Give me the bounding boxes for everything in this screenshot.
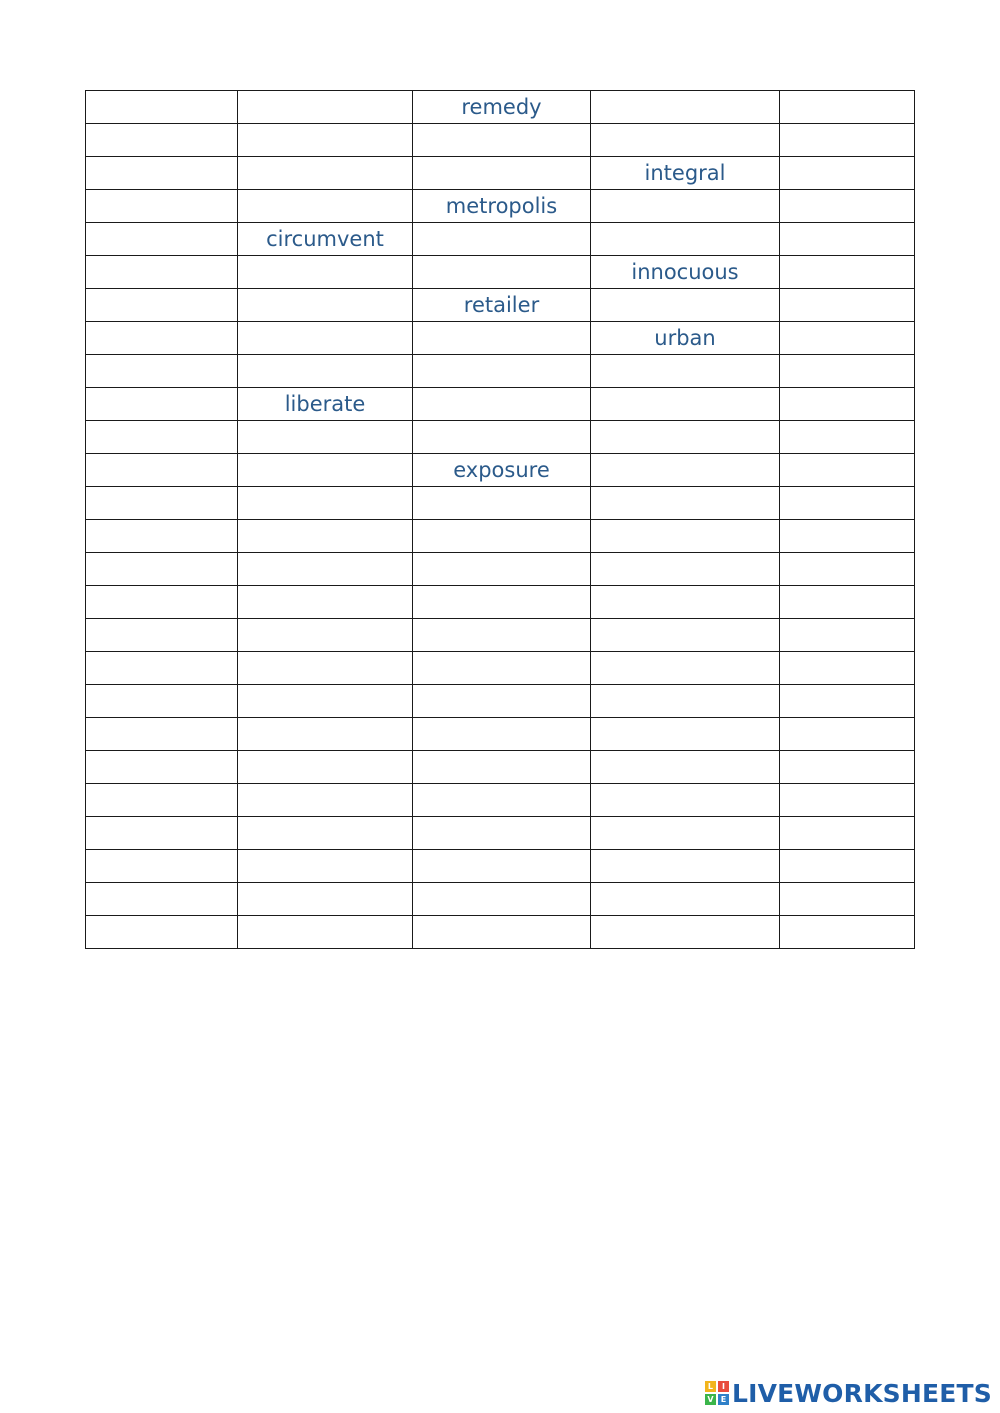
table-row bbox=[86, 355, 915, 388]
table-cell[interactable] bbox=[86, 322, 238, 355]
table-cell[interactable] bbox=[86, 190, 238, 223]
table-cell[interactable] bbox=[86, 751, 238, 784]
table-cell[interactable] bbox=[591, 553, 780, 586]
table-cell[interactable] bbox=[86, 817, 238, 850]
table-cell[interactable] bbox=[780, 91, 915, 124]
table-cell[interactable] bbox=[238, 718, 413, 751]
table-cell[interactable] bbox=[591, 454, 780, 487]
table-cell[interactable] bbox=[86, 223, 238, 256]
table-cell[interactable] bbox=[86, 784, 238, 817]
table-cell[interactable] bbox=[413, 124, 591, 157]
table-row bbox=[86, 817, 915, 850]
table-cell[interactable] bbox=[86, 388, 238, 421]
table-cell[interactable] bbox=[591, 190, 780, 223]
table-cell[interactable] bbox=[591, 586, 780, 619]
table-cell[interactable] bbox=[591, 784, 780, 817]
table-row bbox=[86, 388, 915, 421]
table-row bbox=[86, 718, 915, 751]
table-cell[interactable] bbox=[780, 619, 915, 652]
table-cell[interactable] bbox=[780, 883, 915, 916]
table-cell[interactable] bbox=[413, 520, 591, 553]
table-cell[interactable] bbox=[780, 916, 915, 949]
table-cell[interactable] bbox=[413, 817, 591, 850]
table-cell[interactable] bbox=[238, 916, 413, 949]
table-row bbox=[86, 520, 915, 553]
table-cell[interactable] bbox=[413, 223, 591, 256]
table-cell[interactable] bbox=[86, 652, 238, 685]
table-cell[interactable] bbox=[238, 652, 413, 685]
table-cell[interactable] bbox=[591, 520, 780, 553]
table-cell[interactable]: circumvent bbox=[238, 223, 413, 256]
table-cell[interactable] bbox=[591, 124, 780, 157]
table-cell[interactable] bbox=[238, 850, 413, 883]
table-cell[interactable] bbox=[413, 421, 591, 454]
table-cell[interactable] bbox=[413, 916, 591, 949]
table-cell[interactable] bbox=[591, 619, 780, 652]
table-cell[interactable] bbox=[780, 850, 915, 883]
table-row bbox=[86, 289, 915, 322]
table-cell[interactable] bbox=[591, 916, 780, 949]
table-cell[interactable] bbox=[238, 883, 413, 916]
table-cell[interactable] bbox=[413, 784, 591, 817]
table-cell[interactable] bbox=[780, 520, 915, 553]
table-cell[interactable]: urban bbox=[591, 322, 780, 355]
table-cell[interactable] bbox=[780, 784, 915, 817]
table-row bbox=[86, 421, 915, 454]
table-row bbox=[86, 322, 915, 355]
table-cell[interactable] bbox=[86, 586, 238, 619]
table-cell[interactable] bbox=[413, 487, 591, 520]
table-cell[interactable] bbox=[238, 157, 413, 190]
table-cell[interactable]: retailer bbox=[413, 289, 591, 322]
table-cell[interactable] bbox=[86, 850, 238, 883]
table-cell[interactable] bbox=[591, 223, 780, 256]
table-cell[interactable] bbox=[591, 685, 780, 718]
table-row bbox=[86, 685, 915, 718]
logo-square: L bbox=[705, 1381, 716, 1392]
table-cell[interactable] bbox=[238, 784, 413, 817]
table-cell[interactable] bbox=[86, 916, 238, 949]
table-cell[interactable] bbox=[591, 850, 780, 883]
table-cell[interactable] bbox=[238, 124, 413, 157]
table-cell[interactable] bbox=[86, 520, 238, 553]
table-cell[interactable] bbox=[780, 190, 915, 223]
table-row bbox=[86, 916, 915, 949]
table-cell[interactable] bbox=[86, 256, 238, 289]
table-row bbox=[86, 157, 915, 190]
table-cell[interactable] bbox=[780, 223, 915, 256]
table-cell[interactable] bbox=[238, 256, 413, 289]
table-cell[interactable] bbox=[780, 487, 915, 520]
table-cell[interactable] bbox=[238, 487, 413, 520]
table-cell[interactable] bbox=[238, 322, 413, 355]
table-cell[interactable] bbox=[591, 91, 780, 124]
table-cell[interactable] bbox=[413, 883, 591, 916]
word-table bbox=[85, 90, 915, 949]
table-cell[interactable] bbox=[413, 685, 591, 718]
table-cell[interactable] bbox=[86, 355, 238, 388]
table-cell[interactable] bbox=[591, 817, 780, 850]
table-cell[interactable] bbox=[86, 883, 238, 916]
table-cell[interactable] bbox=[238, 355, 413, 388]
table-cell[interactable] bbox=[780, 124, 915, 157]
table-row bbox=[86, 91, 915, 124]
liveworksheets-logo-icon bbox=[705, 1381, 729, 1405]
table-cell[interactable] bbox=[86, 91, 238, 124]
table-row bbox=[86, 784, 915, 817]
table-cell[interactable] bbox=[413, 388, 591, 421]
logo-square: E bbox=[718, 1394, 729, 1405]
table-cell[interactable] bbox=[413, 256, 591, 289]
table-cell[interactable] bbox=[591, 883, 780, 916]
table-row bbox=[86, 553, 915, 586]
table-row bbox=[86, 223, 915, 256]
table-cell[interactable] bbox=[86, 685, 238, 718]
table-cell[interactable] bbox=[86, 718, 238, 751]
table-row bbox=[86, 190, 915, 223]
table-cell[interactable] bbox=[780, 256, 915, 289]
table-cell[interactable] bbox=[780, 718, 915, 751]
table-cell[interactable] bbox=[591, 289, 780, 322]
table-cell[interactable] bbox=[780, 685, 915, 718]
table-cell[interactable] bbox=[86, 124, 238, 157]
table-cell[interactable] bbox=[591, 355, 780, 388]
table-cell[interactable] bbox=[238, 454, 413, 487]
table-cell[interactable] bbox=[591, 421, 780, 454]
table-cell[interactable] bbox=[591, 652, 780, 685]
table-cell[interactable] bbox=[86, 421, 238, 454]
table-row bbox=[86, 850, 915, 883]
table-cell[interactable] bbox=[238, 289, 413, 322]
table-cell[interactable] bbox=[86, 289, 238, 322]
table-cell[interactable] bbox=[413, 355, 591, 388]
table-cell[interactable] bbox=[780, 388, 915, 421]
liveworksheets-brand bbox=[705, 1378, 992, 1408]
table-cell[interactable] bbox=[591, 388, 780, 421]
table-cell[interactable] bbox=[780, 586, 915, 619]
table-cell[interactable]: exposure bbox=[413, 454, 591, 487]
table-cell[interactable]: integral bbox=[591, 157, 780, 190]
table-cell[interactable] bbox=[591, 751, 780, 784]
table-cell[interactable] bbox=[238, 421, 413, 454]
table-cell[interactable] bbox=[413, 586, 591, 619]
table-cell[interactable] bbox=[780, 322, 915, 355]
table-cell[interactable] bbox=[413, 850, 591, 883]
table-row bbox=[86, 454, 915, 487]
table-cell[interactable] bbox=[780, 289, 915, 322]
table-cell[interactable] bbox=[238, 817, 413, 850]
table-cell[interactable] bbox=[86, 487, 238, 520]
table-row bbox=[86, 751, 915, 784]
table-cell[interactable] bbox=[238, 685, 413, 718]
table-cell[interactable] bbox=[86, 157, 238, 190]
logo-square: I bbox=[718, 1381, 729, 1392]
word-table-body bbox=[86, 91, 915, 949]
table-cell[interactable]: metropolis bbox=[413, 190, 591, 223]
table-row bbox=[86, 652, 915, 685]
table-cell[interactable]: innocuous bbox=[591, 256, 780, 289]
table-cell[interactable]: remedy bbox=[413, 91, 591, 124]
table-cell[interactable] bbox=[413, 553, 591, 586]
table-cell[interactable] bbox=[86, 454, 238, 487]
table-cell[interactable] bbox=[86, 553, 238, 586]
table-cell[interactable] bbox=[86, 619, 238, 652]
table-cell[interactable] bbox=[238, 553, 413, 586]
table-cell[interactable] bbox=[413, 718, 591, 751]
table-cell[interactable] bbox=[413, 322, 591, 355]
table-cell[interactable] bbox=[591, 718, 780, 751]
table-row bbox=[86, 586, 915, 619]
table-cell[interactable] bbox=[780, 157, 915, 190]
table-cell[interactable] bbox=[780, 553, 915, 586]
logo-square: V bbox=[705, 1394, 716, 1405]
table-cell[interactable] bbox=[591, 487, 780, 520]
table-cell[interactable] bbox=[413, 751, 591, 784]
table-row bbox=[86, 256, 915, 289]
table-cell[interactable] bbox=[413, 619, 591, 652]
table-cell[interactable] bbox=[780, 817, 915, 850]
table-cell[interactable] bbox=[238, 190, 413, 223]
table-cell[interactable] bbox=[780, 454, 915, 487]
table-cell[interactable] bbox=[780, 751, 915, 784]
table-cell[interactable] bbox=[413, 652, 591, 685]
table-cell[interactable] bbox=[238, 619, 413, 652]
table-row bbox=[86, 619, 915, 652]
table-cell[interactable] bbox=[780, 355, 915, 388]
table-row bbox=[86, 883, 915, 916]
table-cell[interactable] bbox=[780, 652, 915, 685]
table-cell[interactable] bbox=[238, 91, 413, 124]
table-cell[interactable]: liberate bbox=[238, 388, 413, 421]
table-cell[interactable] bbox=[238, 520, 413, 553]
table-cell[interactable] bbox=[413, 157, 591, 190]
brand-text: LIVEWORKSHEETS bbox=[731, 1378, 992, 1408]
table-cell[interactable] bbox=[238, 586, 413, 619]
table-cell[interactable] bbox=[238, 751, 413, 784]
table-row bbox=[86, 124, 915, 157]
table-row bbox=[86, 487, 915, 520]
table-cell[interactable] bbox=[780, 421, 915, 454]
